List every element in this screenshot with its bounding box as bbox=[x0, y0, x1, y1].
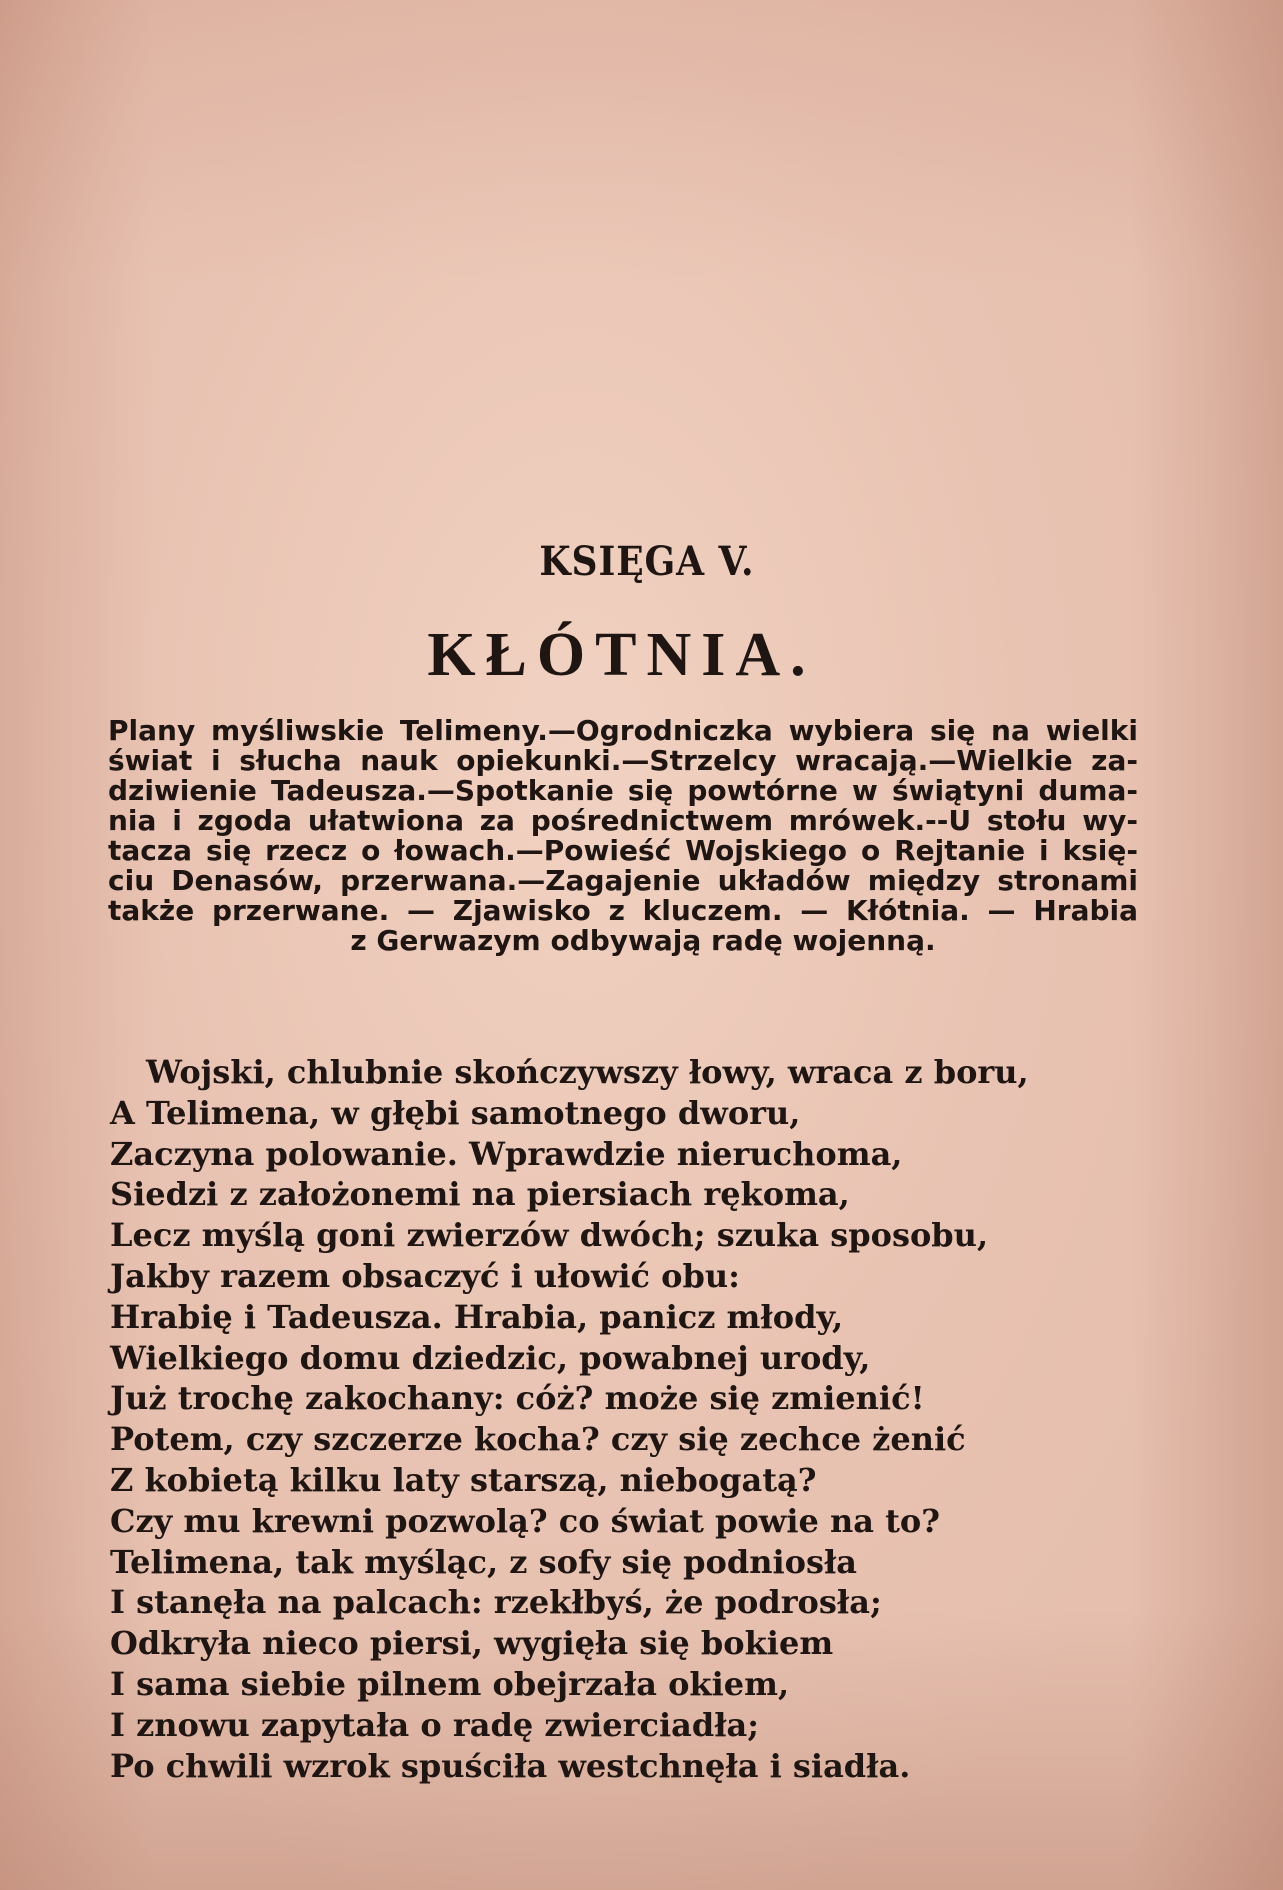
poem-line: Jakby razem obsaczyć i ułowić obu: bbox=[110, 1256, 740, 1295]
summary-line: nia i zgoda ułatwiona za pośrednictwem mrówek.--U stołu wy- bbox=[108, 804, 1138, 837]
poem-line: Czy mu krewni pozwolą? co świat powie na to? bbox=[110, 1501, 940, 1540]
poem-line: Telimena, tak myśląc, z sofy się podniosła bbox=[110, 1542, 858, 1581]
poem-line: Już trochę zakochany: cóż? może się zmienić! bbox=[110, 1379, 925, 1418]
poem-line: Po chwili wzrok spuściła westchnęła i siadła. bbox=[110, 1746, 911, 1785]
poem-text bbox=[110, 1052, 1110, 1786]
poem-line: I znowu zapytała o radę zwierciadła; bbox=[110, 1705, 760, 1744]
chapter-title: KŁÓTNIA. bbox=[427, 621, 816, 689]
summary-line: także przerwane. — Zjawisko z kluczem. — Kłótnia. — Hrabia bbox=[108, 894, 1138, 927]
poem-line: Potem, czy szczerze kocha? czy się zechce żenić bbox=[110, 1420, 966, 1459]
summary-line: z Gerwazym odbywają radę wojenną. bbox=[350, 924, 936, 957]
poem-line: Odkryła nieco piersi, wygięła się bokiem bbox=[110, 1624, 834, 1663]
poem-line: I stanęła na palcach: rzekłbyś, że podrosła; bbox=[110, 1583, 882, 1622]
book-title: KSIĘGA V. bbox=[539, 538, 755, 585]
summary-line: ciu Denasów, przerwana.—Zagajenie układów między stronami bbox=[108, 864, 1138, 897]
poem-line: A Telimena, w głębi samotnego dworu, bbox=[110, 1093, 801, 1132]
poem-line: I sama siebie pilnem obejrzała okiem, bbox=[110, 1664, 790, 1703]
poem-line: Siedzi z założonemi na piersiach rękoma, bbox=[110, 1175, 850, 1214]
summary-line: dziwienie Tadeusza.—Spotkanie się powtórne w świątyni duma- bbox=[108, 774, 1138, 807]
poem-line: Wojski, chlubnie skończywszy łowy, wraca z boru, bbox=[146, 1053, 1029, 1091]
chapter-summary bbox=[108, 716, 1138, 956]
poem-line: Zaczyna polowanie. Wprawdzie nieruchoma, bbox=[110, 1134, 903, 1173]
poem-line: Wielkiego domu dziedzic, powabnej urody, bbox=[110, 1338, 871, 1377]
poem-line: Z kobietą kilku laty starszą, niebogatą? bbox=[110, 1460, 817, 1499]
summary-line: świat i słucha nauk opiekunki.—Strzelcy wracają.—Wielkie za- bbox=[108, 744, 1138, 777]
poem-line: Hrabię i Tadeusza. Hrabia, panicz młody, bbox=[110, 1297, 844, 1336]
summary-line: tacza się rzecz o łowach.—Powieść Wojskiego o Rejtanie i księ- bbox=[108, 834, 1138, 867]
poem-line: Lecz myślą goni zwierzów dwóch; szuka sposobu, bbox=[110, 1216, 989, 1255]
summary-line: Plany myśliwskie Telimeny.—Ogrodniczka wybiera się na wielki bbox=[108, 714, 1138, 747]
